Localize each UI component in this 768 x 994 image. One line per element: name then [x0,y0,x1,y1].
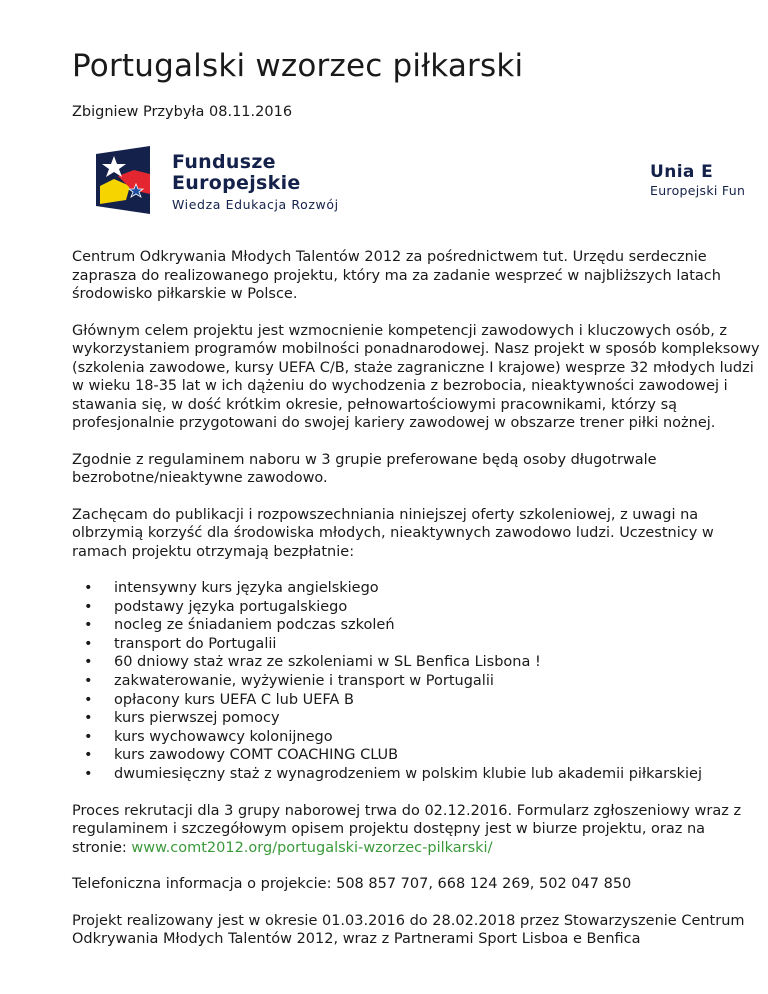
bullet-icon: • [84,617,93,634]
list-item [72,728,762,747]
bullet-icon: • [84,691,93,708]
bullet-icon: • [84,710,93,727]
intro-paragraph: Centrum Odkrywania Młodych Talentów 2012 za pośrednictwem tut. Urzędu serdecznie zaprasza do realizowanego projektu, który ma za zadanie wesprzeć w najbliższych latach środowisko piłkarskie w Polsce. [72,249,721,302]
benefit-text: intensywny kurs języka angielskiego [114,580,379,596]
list-item [72,765,762,784]
list-item [72,653,762,672]
fe-logo-tagline: Wiedza Edukacja Rozwój [172,197,339,212]
bullet-icon: • [84,728,93,745]
bullet-icon: • [84,598,93,615]
list-item [72,691,762,710]
list-item [72,746,762,765]
benefits-list [72,579,762,784]
bullet-icon: • [84,747,93,764]
ue-logo-line2: Europejski Fun [650,183,746,198]
benefit-text: kurs zawodowy COMT COACHING CLUB [114,747,399,764]
rules-paragraph: Zgodnie z regulaminem naboru w 3 grupie preferowane będą osoby długotrwale bezrobotne/nieaktywne zawodowo. [72,451,657,486]
benefit-text: zakwaterowanie, wyżywienie i transport w Portugalii [114,672,494,689]
fe-flag-icon [96,146,156,214]
benefit-text: kurs pierwszej pomocy [114,710,280,727]
bullet-icon: • [84,635,93,652]
list-item [72,672,762,691]
benefit-text: 60 dniowy staż wraz ze szkoleniami w SL Benfica Lisbona ! [114,654,541,671]
bullet-icon: • [84,580,93,596]
recruitment-paragraph [72,802,762,858]
project-link[interactable]: www.comt2012.org/portugalski-wzorzec-pilkarski/ [131,839,493,856]
benefit-text: nocleg ze śniadaniem podczas szkoleń [114,617,395,634]
fundusze-europejskie-logo [96,146,386,216]
benefit-text: transport do Portugalii [114,635,277,652]
benefit-text: opłacony kurs UEFA C lub UEFA B [114,691,354,708]
page-title: Portugalski wzorzec piłkarski [72,48,524,84]
fe-logo-line2: Europejskie [172,172,301,194]
list-item [72,709,762,728]
benefit-text: kurs wychowawcy kolonijnego [114,728,333,745]
encourage-paragraph: Zachęcam do publikacji i rozpowszechniania niniejszej oferty szkoleniowej, z uwagi na olbrzymią korzyść dla środowiska młodych, nieaktywnych zawodowo ludzi. Uczestnicy w ramach projektu otrzymają bezpłatnie: [72,506,714,560]
ue-logo-line1: Unia E [650,162,714,182]
period-paragraph: Projekt realizowany jest w okresie 01.03.2016 do 28.02.2018 przez Stowarzyszenie Centrum Odkrywania Młodych Talentów 2012, wraz z Partnerami Sport Lisboa e Benfica [72,912,745,948]
article-body [72,248,762,967]
benefit-text: dwumiesięczny staż z wynagrodzeniem w polskim klubie lub akademii piłkarskiej [114,765,703,782]
bullet-icon: • [84,765,93,782]
unia-europejska-logo [650,162,768,202]
list-item [72,635,762,654]
list-item [72,616,762,635]
goal-paragraph: Głównym celem projektu jest wzmocnienie kompetencji zawodowych i kluczowych osób, z wykorzystaniem programów mobilności ponadnarodowej. Nasz projekt w sposób kompleksowy (szkolenia zawodowe, kursy UEFA C/B, staże zagraniczne I krajowe) wesprze 32 młodych ludzi w wieku 18-35 lat w ich dążeniu do wychodzenia z bezrobocia, nieaktywności zawodowej i stawania się, w dość krótkim okresie, pełnowartościowymi pracownikami, którzy są profesjonalnie przygotowani do swojej kariery zawodowej w obszarze trener piłki nożnej. [72,322,760,431]
bullet-icon: • [84,654,93,671]
author-date: Zbigniew Przybyła 08.11.2016 [72,104,293,120]
bullet-icon: • [84,672,93,689]
benefit-text: podstawy języka portugalskiego [114,598,348,615]
recruitment-text: Proces rekrutacji dla 3 grupy naborowej trwa do 02.12.2016. Formularz zgłoszeniowy wraz z regulaminem i szczegółowym opisem projektu dostępny jest w biurze projektu, oraz na stronie: [72,802,742,856]
list-item [72,579,762,598]
list-item [72,598,762,617]
phone-paragraph: Telefoniczna informacja o projekcie: 508 857 707, 668 124 269, 502 047 850 [72,876,632,893]
fe-logo-line1: Fundusze [172,151,276,173]
